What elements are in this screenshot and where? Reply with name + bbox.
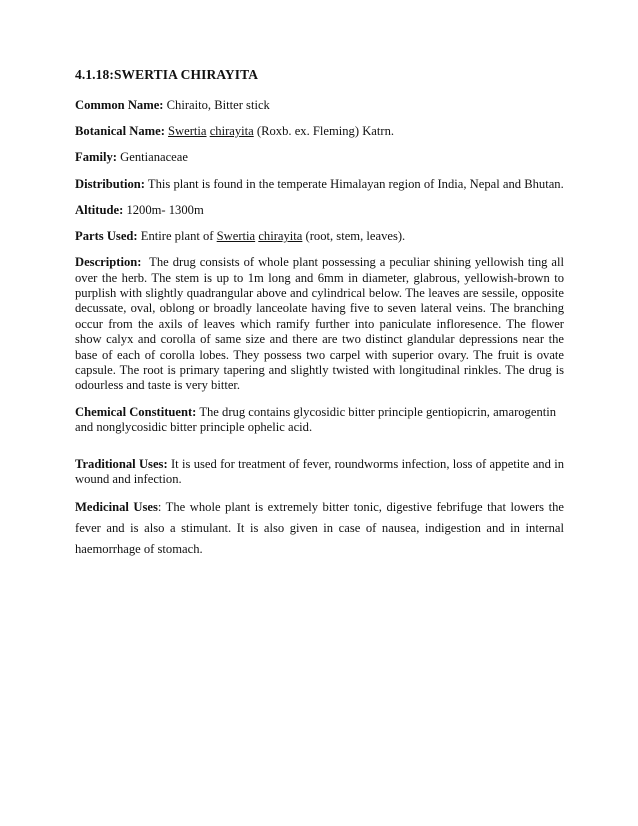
traditional-uses-label: Traditional Uses: <box>75 457 168 472</box>
chemical-constituent-text: The drug contains glycosidic bitter principle gentiopicrin, amarogentin and nonglycosidic bitter principle ophelic acid. <box>75 404 557 435</box>
section-title: 4.1.18:SWERTIA CHIRAYITA <box>75 67 259 82</box>
distribution-label: Distribution: <box>75 176 145 191</box>
description-text: The drug consists of whole plant possessing a peculiar shining yellowish ting all over the herb. The stem is up to 1m long and 6mm in diameter, glabrous, yellowish-brown to purplish with slightly quadrangular above and cylindrical below. The leaves are sessile, opposite decussate, oval, oblong or broadly lanceolate having five to seven lateral veins. The branching occur from the axils of leaves which ramify further into paniculate infloresence. The flower show calyx and corolla of same size and there are two distinct glandular depressions near the base of each of corolla lobes. They possess two carpel with superior ovary. The fruit is ovate capsule. The root is primary tapering and slightly twisted with longitudinal rinkles. The drug is odourless and taste is very bitter. <box>75 255 564 393</box>
common-name-row <box>75 98 564 113</box>
traditional-uses-text: It is used for treatment of fever, roundworms infection, loss of appetite and in wound and infection. <box>75 457 564 487</box>
parts-used-species: chirayita <box>258 229 303 244</box>
altitude-row <box>75 203 564 218</box>
family-row <box>75 150 564 165</box>
family-label: Family: <box>75 150 117 165</box>
medicinal-uses-label: Medicinal Uses <box>75 499 158 514</box>
parts-used-genus: Swertia <box>216 229 256 244</box>
common-name-label: Common Name: <box>75 98 164 112</box>
parts-used-suffix: (root, stem, leaves). <box>305 229 406 244</box>
botanical-name-label: Botanical Name: <box>75 124 165 139</box>
description-label: Description: <box>75 255 142 270</box>
botanical-authority: (Roxb. ex. Fleming) Katrn. <box>256 124 395 139</box>
chemical-constituent-paragraph <box>75 405 564 435</box>
parts-used-row <box>75 229 564 244</box>
distribution-text: This plant is found in the temperate Himalayan region of India, Nepal and Bhutan. <box>147 176 564 191</box>
altitude-value: 1200m- 1300m <box>126 202 204 217</box>
botanical-species: chirayita <box>209 124 254 139</box>
parts-used-prefix: Entire plant of <box>140 229 214 244</box>
medicinal-uses-text: : The whole plant is extremely bitter tonic, digestive febrifuge that lowers the fever and is also a stimulant. It is also given in case of nausea, indigestion and in internal haemorrhage of stomach. <box>75 499 564 556</box>
traditional-uses-paragraph <box>75 457 564 487</box>
botanical-name-row <box>75 124 564 139</box>
family-value: Gentianaceae <box>120 150 188 165</box>
medicinal-uses-paragraph <box>75 497 564 560</box>
common-name-value: Chiraito, Bitter stick <box>166 98 270 112</box>
altitude-label: Altitude: <box>75 202 124 217</box>
botanical-genus: Swertia <box>168 124 207 139</box>
distribution-paragraph <box>75 177 564 192</box>
parts-used-label: Parts Used: <box>75 229 138 244</box>
description-paragraph <box>75 255 564 394</box>
document-page <box>75 66 564 571</box>
chemical-constituent-label: Chemical Constituent: <box>75 404 197 419</box>
